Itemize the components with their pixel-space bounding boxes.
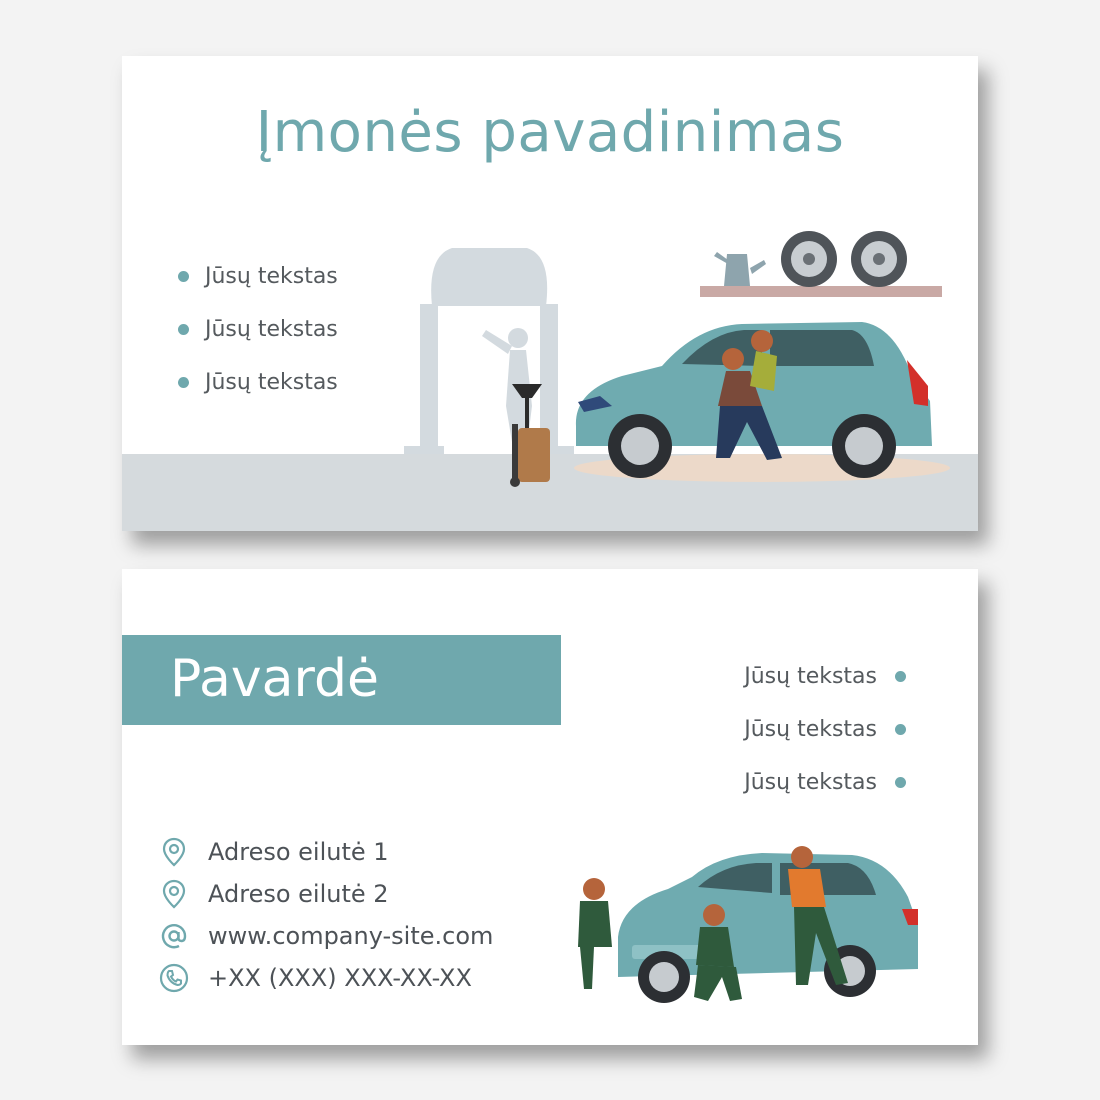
company-name: Įmonės pavadinimas [255, 100, 845, 165]
contact-address-1: Adreso eilutė 1 [158, 831, 493, 873]
list-item: Jūsų tekstas [178, 303, 338, 356]
list-item: Jūsų tekstas [744, 703, 906, 756]
location-pin-icon [158, 836, 190, 868]
oil-can [714, 252, 766, 286]
business-card-back [122, 569, 978, 1045]
garage-illustration [122, 226, 978, 531]
hatchback-car [618, 853, 918, 1003]
list-item: Jūsų tekstas [744, 756, 906, 809]
at-sign-icon [158, 920, 190, 952]
name-band [122, 635, 561, 725]
phone-icon [158, 962, 190, 994]
wall-shelf [700, 286, 942, 297]
contact-website: www.company-site.com [158, 915, 493, 957]
back-bullet-list [744, 650, 906, 809]
tire-stack [781, 231, 907, 287]
list-item: Jūsų tekstas [178, 356, 338, 409]
bullet-dot-icon [895, 777, 906, 788]
list-item: Jūsų tekstas [178, 250, 338, 303]
contact-list [158, 831, 493, 999]
car-lift-silhouette [404, 248, 574, 454]
bullet-dot-icon [895, 671, 906, 682]
car-repair-illustration [572, 837, 932, 1007]
person-name: Pavardė [170, 649, 379, 709]
contact-address-2: Adreso eilutė 2 [158, 873, 493, 915]
bullet-dot-icon [895, 724, 906, 735]
list-item: Jūsų tekstas [744, 650, 906, 703]
location-pin-icon [158, 878, 190, 910]
business-card-front [122, 56, 978, 531]
contact-phone: +XX (XXX) XXX-XX-XX [158, 957, 493, 999]
